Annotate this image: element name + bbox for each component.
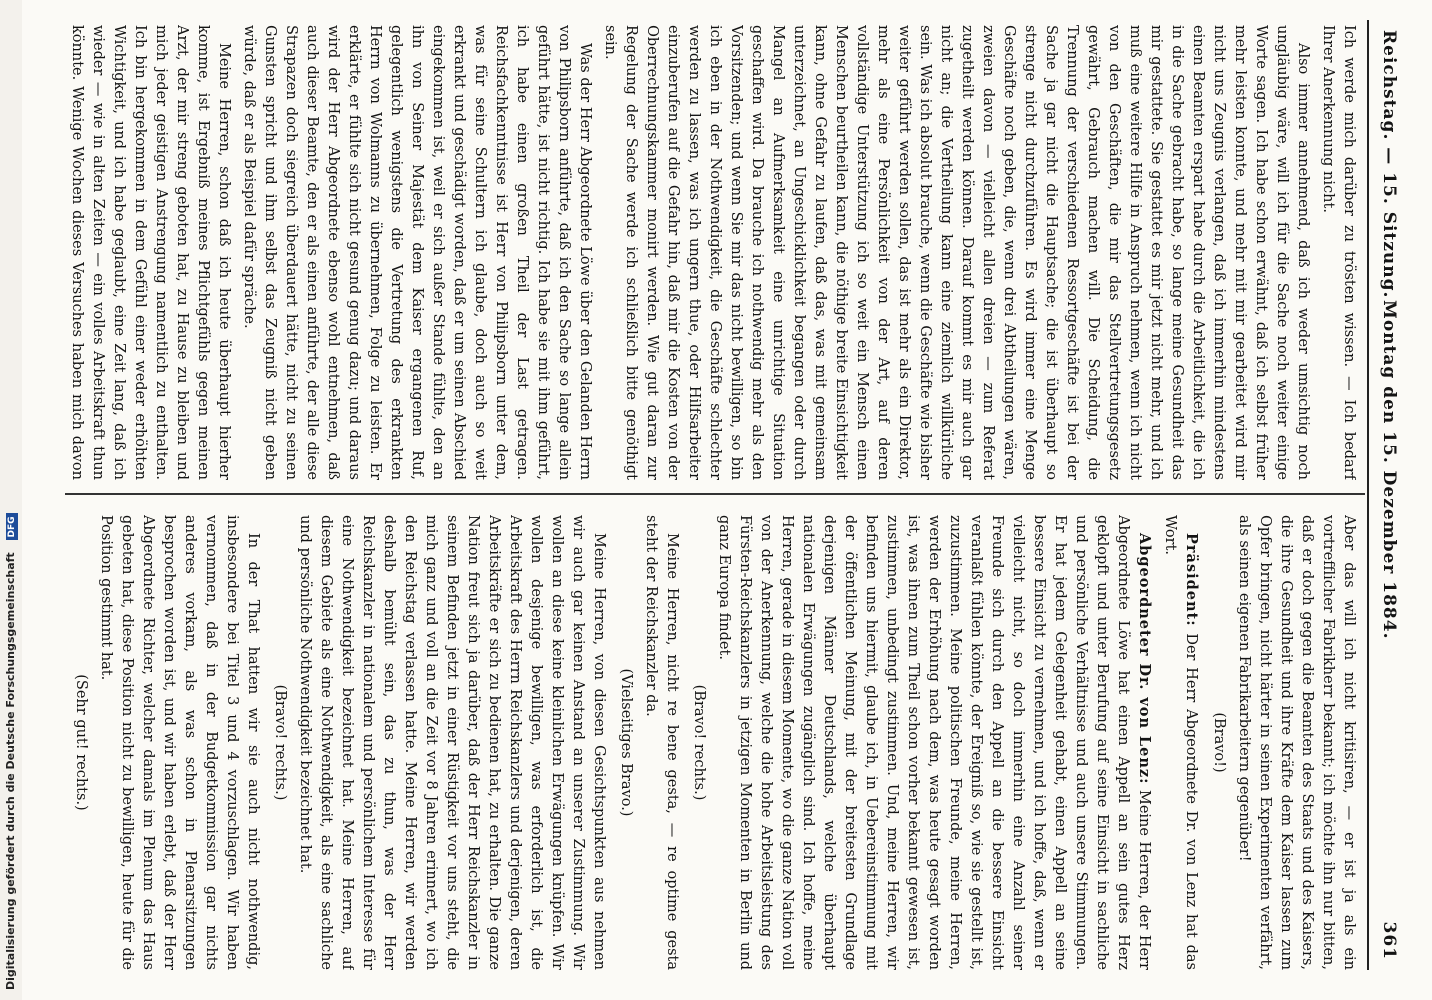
speaker-name: Abgeordneter Dr. von Lenz: (1136, 533, 1153, 785)
applause-note (269, 515, 290, 970)
page-number: 361 (1379, 921, 1399, 960)
dfg-logo: DFG (6, 513, 18, 540)
body-paragraph: In der That hatten wir sie auch nicht nothwendig, insbesondere bei Titel 3 und 4 vorzuschlagen. Wir haben vernommen, daß in der Budgetkommission gar nichts anderes vorkam, als was schon in Plenarsitzungen besprochen worden ist, und wir haben erlebt, daß der Herr Abgeordnete Richter, welcher damals im Plenum das Haus gebeten hat, diese Position nicht zu bewilligen, heute für die Position gestimmt hat. (98, 515, 261, 970)
applause-note-text: (Sehr gut! rechts.) (73, 674, 89, 811)
body-paragraph: Ich werde mich darüber zu trösten wissen. — Ich bedarf Ihrer Anerkennung nicht. (1320, 25, 1357, 480)
applause-note-text: (Bravo! rechts.) (272, 684, 288, 801)
applause-note (615, 515, 636, 970)
header-rule (1367, 20, 1369, 970)
body-paragraph: Meine Herren, nicht re bene gesta, — re optime gesta steht der Reichskanzler da. (643, 515, 680, 970)
speech-text: Meine Herren, der Herr Abgeordnete Löwe hat einen Appell an sein gutes Herz geklopft und unter Berufung auf seine Einsicht in sachliche und persönliche Verhältnisse und auch unsere Stimmungen. Er hat jedem Gelegenheit gehabt, einen Appell an seine bessere Einsicht zu vernehmen, und ich hoffe, daß, wenn er vielleicht nicht, so doch immerhin eine Anzahl seiner Freunde sich durch den Appell an die bessere Einsicht veranlaßt fühlen könnte, der Ereigniß so, wie sie gestellt ist, zuzustimmen. Meine politischen Freunde, meine Herren, werden der Erhöhung nach dem, was heute gesagt worden ist, was ihnen zum Theil schon vorher bekannt gewesen ist, zustimmen, unbedingt zustimmen. Und, meine Herren, wir befinden uns hiermit, glaube ich, in Uebereinstimmung mit der öffentlichen Meinung, mit der breitesten Grundlage derjenigen Männer Deutschlands, welche überhaupt nationalen Erwägungen zugänglich sind. Ich hoffe, meine Herren, gerade in diesem Momente, wo die ganze Nation voll von der Anerkennung, welche die hohe Arbeitsleistung des Fürsten-Reichskanzlers in jetzigen Momenten in Berlin und ganz Europa findet. (716, 515, 1152, 970)
body-paragraph: Was der Herr Abgeordnete Löwe über den Gelanden Herrn von Philipsborn anführte, daß ich den Sache so lange allein geführt hätte, ist nicht richtig. Ich habe sie mit ihm geführt, ich habe einen großen Theil der Last getragen. Reichsfachkenntnisse ist Herr von Philipsborn unter dem, was für seine Schultern ich glaube, doch auch so weit erkrankt und geschädigt worden, daß er um seinen Abschied eingekommen ist, weil er sich außer Stande fühlte, den an ihn von Seiner Majestät dem Kaiser ergangenen Ruf, gelegentlich wenigstens die Vertretung des erkrankten Herrn von Wolmanns zu übernehmen, Folge zu leisten. Er erklärte, er fühlte sich nicht gesund genug dazu; und daraus wird der Herr Abgeordnete ebenso wohl entnehmen, daß auch dieser Beamte, den er als einen anführte, der alle diese Strapazen doch siegreich überdauert hätte, nicht zu seinen Gunsten spricht und ihm selbst das Zeugniß nicht geben würde, daß er als Beispiel dafür spräche. (241, 25, 593, 480)
page-header (1369, 30, 1399, 960)
body-paragraph: Meine Herren, von diesen Gesichtspunkten aus nehmen wir auch gar keinen Anstand an unserer Zustimmung. Wir wollen an diese keine kleinlichen Erwägungen knüpfen. Wir wollen desjenige bewilligen, was erforderlich ist, die Arbeitskraft des Herrn Reichskanzlers und derjenigen, deren Arbeitskräfte er sich zu bedienen hat, zu erhalten. Die ganze Nation freut sich ja darüber, daß der Herr Reichskanzler in seinem Befinden jetzt in einer Rüstigkeit vor uns steht, die mich ganz und voll an die Zeit vor 8 Jahren erinnert, wo ich den Reichstag verlassen hatte. Meine Herren, wir werden deshalb bemüht sein, das zu thun, was der Herr Reichskanzler in nationalem und persönlichem Interesse für eine Nothwendigkeit bezeichnet hat. Meine Herren, auf diesem Gebiete als eine Nothwendigkeit, als eine sachliche und persönliche Nothwendigkeit bezeichnet hat. (297, 515, 607, 970)
scanned-page (22, 0, 1432, 1000)
applause-note (688, 515, 709, 970)
applause-note-text: (Bravo! rechts.) (691, 684, 707, 801)
applause-note (1208, 515, 1229, 970)
applause-note-text: (Bravo!) (1211, 712, 1227, 773)
speech-paragraph (713, 515, 1155, 970)
applause-note (70, 515, 91, 970)
body-paragraph: Also immer annehmend, daß ich weder umsichtig noch ungläubig wäre, will ich für die Sache noch weiter einige Worte sagen. Ich habe schon erwähnt, daß ich selbst früher mehr leisten konnte, und mehr mit mir gearbeitet wird mir nicht uns Zeugnis verlangen, daß ich immerhin mindestens einen Beamten erspart habe durch die Arbeitlichkeit, die ich in die Sache gebracht habe, so lange meine Gesundheit das mir gestattete. Sie gestattet es mir jetzt nicht mehr, und ich muß eine weitere Hilfe in Anspruch nehmen, wenn ich nicht von den Geschäften, die mir das Stellvertretungsgesetz gewährt, Gebrauch machen will. Die Scheidung, die Trennung der verschiedenen Ressortgeschäfte ist bei der Sache ja gar nicht die Hauptsache; die ist überhaupt so strenge nicht durchzuführen. Es wird immer eine Menge Geschäfte noch geben, die, wenn drei Abtheilungen wären, zweien davon — vielleicht allen dreien — zum Referat zugetheilt werden können. Darauf kommt es mir auch gar nicht an; die Vertheilung kann eine ziemlich willkürliche sein. Was ich absolut brauche, wenn die Geschäfte wie bisher weiter geführt werden sollen, das ist mehr als ein Direktor, mehr als eine Persönlichkeit von der Art, auf deren vollständige Unterstützung ich so weit ein Mensch einen Menschen beurtheilen kann, die nöthige breite Einsichtigkeit kann, ohne Gefahr zu laufen, daß das, was mit gemeinsam unterzeichnet, an Ungeschicklichkeit begangen oder durch Mangel an Aufmerksamkeit eine unrichtige Situation geschaffen wird. Da brauche ich nothwendig mehr als den Vorsitzenden; und wenn Sie mir das nicht bewilligen, so bin ich eben in der Nothwendigkeit, die Geschäfte schlechter werden zu lassen, was ich ungern thue, oder Hilfsarbeiter einzuberufen auf die Gefahr hin, daß mir die Kosten von der Oberrechnungskammer monirt werden. Wie gut daran zur Regelung der Sache werde ich schließlich bitte genöthigt sein. (602, 25, 1311, 480)
text-column-right (69, 515, 1359, 970)
applause-note-text: (Vielseitiges Bravo.) (618, 668, 634, 817)
digitization-credit (4, 513, 18, 990)
column-divider (65, 493, 1365, 495)
text-column-left (69, 25, 1359, 480)
speaker-name: Präsident: (1183, 533, 1200, 627)
body-paragraph: Meine Herren, schon daß ich heute überhaupt hierher komme, ist Ergebniß meines Pflichtgefühls gegen meinen Arzt, der mir streng geboten hat, zu Hause zu bleiben und mich jeder geistigen Anstrengung namentlich zu enthalten. Ich bin hergekommen in dem Gefühl einer weder erhöhten Wichtigkeit, und ich habe geglaubt, eine Zeit lang, daß ich wieder — wie in alten Zeiten — ein volles Arbeitskraft thun könnte. Wenige Wochen dieses Versuches haben mich davon (69, 25, 232, 480)
speech-text: Der Herr Abgeordnete Dr. von Lenz hat das Wort. (1162, 515, 1199, 970)
digitization-credit-text: Digitalisierung gefördert durch die Deutsche Forschungsgemeinschaft (4, 552, 17, 990)
rotated-page-content (37, 0, 1417, 1000)
speech-paragraph (1159, 515, 1202, 970)
header-date: Montag den 15. Dezember 1884. (1379, 300, 1399, 640)
body-paragraph: Aber das will ich nicht kritisiren, — er ist ja als ein vortrefflicher Fabrikherr bekannt; ich möchte ihn nur bitten, daß er doch gegen die Beamten des Staats und des Kaisers, die ihre Gesundheit und ihre Kräfte dem Kaiser lassen zum Opfer bringen, nicht härter in seinen Experimenten verfährt, als seinen eigenen Fabrikarbeitern gegenüber! (1236, 515, 1357, 970)
header-session: Reichstag. — 15. Sitzung. (1379, 30, 1399, 299)
digitization-credit-strip (0, 0, 22, 1000)
